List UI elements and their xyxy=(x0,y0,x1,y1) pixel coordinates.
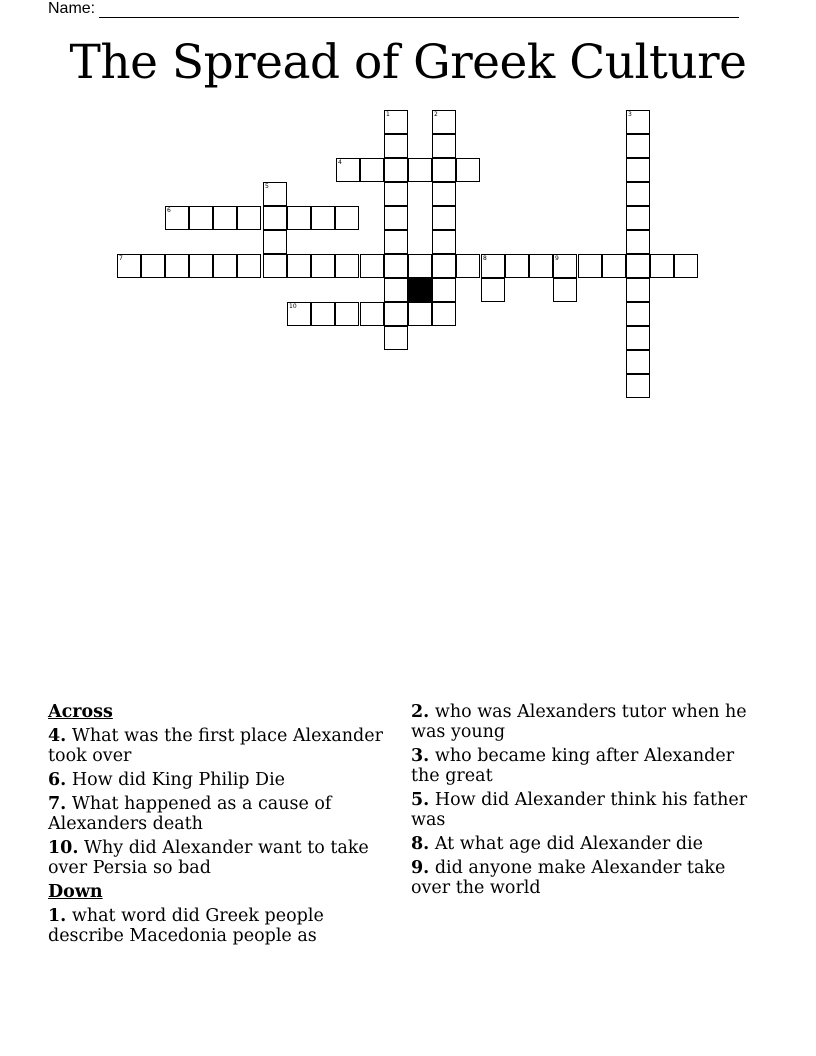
crossword-cell[interactable] xyxy=(529,254,553,278)
clue-number: 10. xyxy=(48,838,79,858)
crossword-cell[interactable] xyxy=(432,206,456,230)
crossword-cell[interactable] xyxy=(432,182,456,206)
crossword-cell[interactable] xyxy=(384,110,408,134)
crossword-cell[interactable] xyxy=(650,254,674,278)
crossword-cell[interactable] xyxy=(456,254,480,278)
clue-text: How did King Philip Die xyxy=(66,770,286,790)
crossword-cell[interactable] xyxy=(335,254,359,278)
clue-text: At what age did Alexander die xyxy=(429,834,703,854)
crossword-cell[interactable] xyxy=(165,206,189,230)
clue-number: 4. xyxy=(48,726,67,746)
page-title: The Spread of Greek Culture xyxy=(69,35,747,90)
crossword-cell[interactable] xyxy=(626,134,650,158)
name-label: Name: xyxy=(48,0,96,17)
clue-down-3 xyxy=(411,746,761,786)
crossword-cell[interactable] xyxy=(626,254,650,278)
clue-number: 2. xyxy=(411,702,430,722)
crossword-cell[interactable] xyxy=(408,302,432,326)
crossword-cell[interactable] xyxy=(432,134,456,158)
across-heading: Across xyxy=(48,702,113,722)
clue-text: Why did Alexander want to take over Persia so bad xyxy=(48,838,369,878)
crossword-cell[interactable] xyxy=(384,182,408,206)
crossword-cell[interactable] xyxy=(626,350,650,374)
crossword-cell[interactable] xyxy=(384,254,408,278)
cell-number: 10 xyxy=(289,303,297,310)
crossword-grid xyxy=(0,0,816,420)
crossword-cell[interactable] xyxy=(287,254,311,278)
cell-number: 9 xyxy=(555,255,559,262)
crossword-cell[interactable] xyxy=(336,158,360,182)
cell-number: 1 xyxy=(386,111,390,118)
crossword-cell[interactable] xyxy=(263,206,287,230)
crossword-cell[interactable] xyxy=(384,326,408,350)
crossword-cell[interactable] xyxy=(408,254,432,278)
crossword-cell[interactable] xyxy=(674,254,698,278)
clue-down-1 xyxy=(48,906,398,946)
clue-text: What was the first place Alexander took over xyxy=(48,726,383,766)
crossword-cell[interactable] xyxy=(384,302,408,326)
clue-down-9 xyxy=(411,858,761,898)
clue-number: 1. xyxy=(48,906,67,926)
cell-number: 8 xyxy=(483,255,487,262)
black-cell xyxy=(408,278,432,302)
crossword-cell[interactable] xyxy=(626,278,650,302)
crossword-cell[interactable] xyxy=(237,206,261,230)
crossword-cell[interactable] xyxy=(335,206,359,230)
crossword-cell[interactable] xyxy=(481,254,505,278)
clue-text: What happened as a cause of Alexanders death xyxy=(48,794,332,834)
cell-number: 4 xyxy=(338,159,342,166)
clue-down-2 xyxy=(411,702,761,742)
clue-number: 5. xyxy=(411,790,430,810)
clue-number: 3. xyxy=(411,746,430,766)
crossword-cell[interactable] xyxy=(432,110,456,134)
clues-left-column xyxy=(48,702,398,950)
clue-number: 6. xyxy=(48,770,67,790)
crossword-cell[interactable] xyxy=(287,206,311,230)
crossword-cell[interactable] xyxy=(456,158,480,182)
clues-right-column xyxy=(411,702,761,902)
crossword-cell[interactable] xyxy=(602,254,626,278)
crossword-cell[interactable] xyxy=(360,158,384,182)
crossword-cell[interactable] xyxy=(432,278,456,302)
clue-number: 9. xyxy=(411,858,430,878)
crossword-cell[interactable] xyxy=(578,254,602,278)
crossword-cell[interactable] xyxy=(626,230,650,254)
crossword-cell[interactable] xyxy=(263,182,287,206)
crossword-cell[interactable] xyxy=(432,254,456,278)
crossword-cell[interactable] xyxy=(626,374,650,398)
clue-number: 8. xyxy=(411,834,430,854)
clue-down-5 xyxy=(411,790,761,830)
clue-across-4 xyxy=(48,726,398,766)
crossword-cell[interactable] xyxy=(626,110,650,134)
crossword-cell[interactable] xyxy=(432,230,456,254)
crossword-cell[interactable] xyxy=(626,158,650,182)
crossword-cell[interactable] xyxy=(432,158,456,182)
crossword-cell[interactable] xyxy=(408,158,432,182)
crossword-cell[interactable] xyxy=(626,206,650,230)
clue-text: who became king after Alexander the great xyxy=(411,746,735,786)
crossword-cell[interactable] xyxy=(481,278,505,302)
crossword-cell[interactable] xyxy=(141,254,165,278)
crossword-cell[interactable] xyxy=(311,254,335,278)
crossword-cell[interactable] xyxy=(553,278,577,302)
cell-number: 3 xyxy=(628,111,632,118)
crossword-cell[interactable] xyxy=(213,254,237,278)
crossword-cell[interactable] xyxy=(384,230,408,254)
down-heading: Down xyxy=(48,882,103,902)
crossword-cell[interactable] xyxy=(553,254,577,278)
clue-number: 7. xyxy=(48,794,67,814)
crossword-cell[interactable] xyxy=(432,302,456,326)
clue-down-8 xyxy=(411,834,761,854)
cell-number: 5 xyxy=(265,183,269,190)
clue-text: what word did Greek people describe Macedonia people as xyxy=(48,906,324,946)
clue-text: did anyone make Alexander take over the world xyxy=(411,858,726,898)
cell-number: 2 xyxy=(434,111,438,118)
across-clue-list xyxy=(48,726,398,878)
crossword-cell[interactable] xyxy=(311,206,335,230)
crossword-cell[interactable] xyxy=(384,158,408,182)
crossword-cell[interactable] xyxy=(626,302,650,326)
crossword-cell[interactable] xyxy=(237,254,261,278)
clue-across-7 xyxy=(48,794,398,834)
crossword-cell[interactable] xyxy=(384,206,408,230)
crossword-cell[interactable] xyxy=(165,254,189,278)
crossword-cell[interactable] xyxy=(213,206,237,230)
crossword-cell[interactable] xyxy=(189,206,213,230)
crossword-cell[interactable] xyxy=(384,278,408,302)
crossword-cell[interactable] xyxy=(384,134,408,158)
crossword-cell[interactable] xyxy=(287,302,311,326)
cell-number: 6 xyxy=(167,207,171,214)
crossword-cell[interactable] xyxy=(626,326,650,350)
crossword-cell[interactable] xyxy=(626,182,650,206)
clue-text: How did Alexander think his father was xyxy=(411,790,748,830)
crossword-cell[interactable] xyxy=(311,302,335,326)
clue-text: who was Alexanders tutor when he was young xyxy=(411,702,747,742)
crossword-cell[interactable] xyxy=(117,254,141,278)
crossword-cell[interactable] xyxy=(335,302,359,326)
cell-number: 7 xyxy=(119,255,123,262)
clue-across-6 xyxy=(48,770,398,790)
clue-across-10 xyxy=(48,838,398,878)
crossword-cell[interactable] xyxy=(189,254,213,278)
crossword-cell[interactable] xyxy=(263,254,287,278)
crossword-cell[interactable] xyxy=(360,302,384,326)
crossword-cell[interactable] xyxy=(360,254,384,278)
crossword-cell[interactable] xyxy=(263,230,287,254)
crossword-cell[interactable] xyxy=(505,254,529,278)
